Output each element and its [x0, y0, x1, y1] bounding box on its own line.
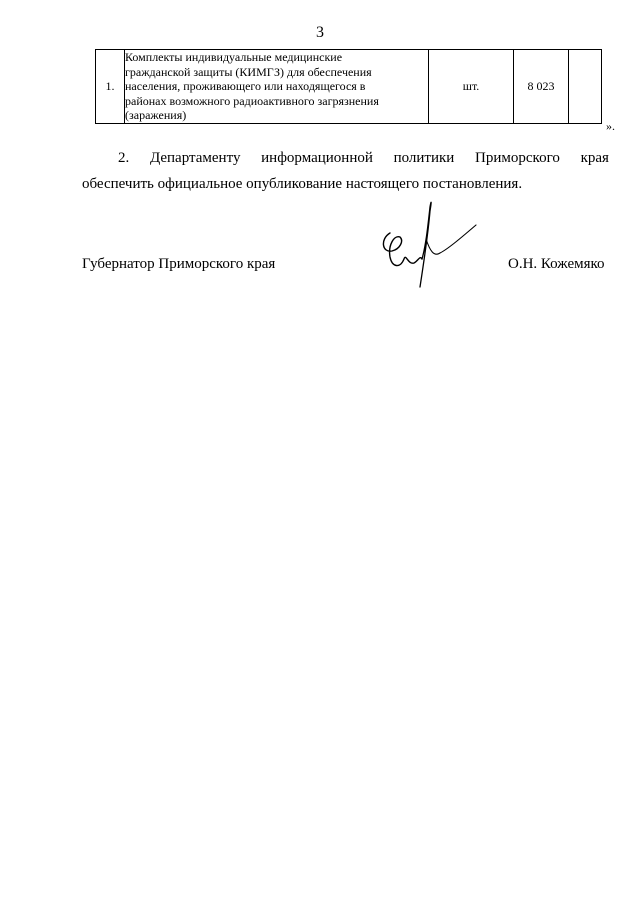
paragraph-word: Приморского — [475, 150, 560, 166]
item-name-line: районах возможного радиоактивного загрязнения — [125, 93, 379, 108]
page-number: 3 — [316, 24, 324, 41]
paragraph-line-2: обеспечить официальное опубликование настоящего постановления. — [82, 176, 523, 192]
handwritten-signature — [370, 195, 482, 290]
signatory-title: Губернатор Приморского края — [82, 256, 276, 272]
closing-quote: ». — [606, 119, 615, 133]
item-name-line: населения, проживающего или находящегося в — [125, 79, 366, 93]
paragraph-number: 2. — [118, 150, 130, 166]
item-name-line: (заражения) — [125, 108, 187, 122]
row-number-cell: 1. — [96, 50, 125, 124]
signatory-name: О.Н. Кожемяко — [508, 256, 605, 272]
item-name-line: гражданской защиты (КИМГЗ) для обеспечения — [125, 64, 372, 79]
paragraph-word: информационной — [261, 150, 373, 166]
unit-cell: шт. — [429, 50, 514, 124]
item-name-cell — [125, 50, 429, 124]
items-table — [95, 49, 602, 124]
table-row — [96, 50, 602, 124]
paragraph-line-1 — [82, 150, 609, 167]
quantity-cell: 8 023 — [514, 50, 569, 124]
paragraph-word: политики — [393, 150, 455, 166]
item-name-line: Комплекты индивидуальные медицинские — [125, 50, 343, 64]
paragraph-word: края — [580, 150, 609, 166]
extra-cell — [569, 50, 602, 124]
paragraph-word: Департаменту — [149, 150, 241, 166]
